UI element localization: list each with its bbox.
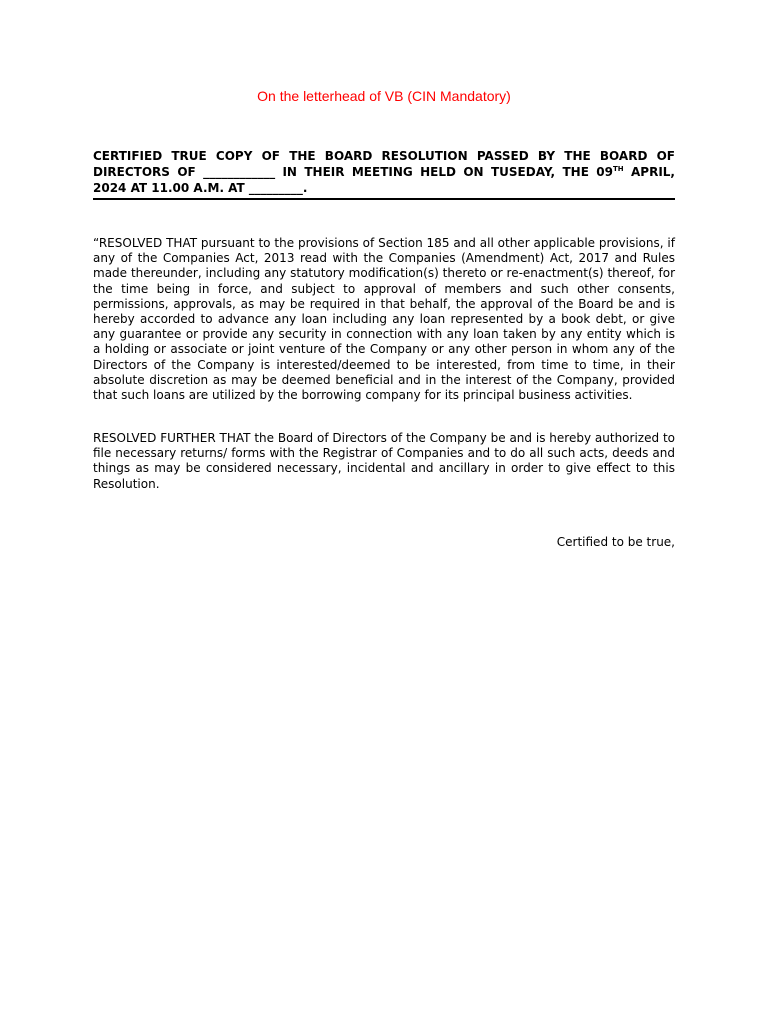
- heading-text-continued: APRIL, 2024 AT 11.00 A.M. AT _________.: [93, 165, 675, 195]
- heading-text: CERTIFIED TRUE COPY OF THE BOARD RESOLUTION PASSED BY THE BOARD OF DIRECTORS OF ____________ IN THEIR MEETING HELD ON TUSEDAY, THE 09: [93, 149, 675, 179]
- heading-ordinal-suffix: TH: [612, 165, 624, 173]
- certification-signoff: Certified to be true,: [556, 535, 675, 549]
- letterhead-note: On the letterhead of VB (CIN Mandatory): [257, 88, 511, 104]
- resolution-further-paragraph: RESOLVED FURTHER THAT the Board of Directors of the Company be and is hereby authorized to file necessary returns/ forms with the Registrar of Companies and to do all such acts, deeds and things as may be considered necessary, incidental and ancillary in order to give effect to this Resolution.: [93, 431, 675, 491]
- resolution-heading: [93, 148, 675, 200]
- resolution-paragraph: “RESOLVED THAT pursuant to the provisions of Section 185 and all other applicable provisions, if any of the Companies Act, 2013 read with the Companies (Amendment) Act, 2017 and Rules made thereunder, including any statutory modification(s) thereto or re-enactment(s) thereof, for the time being in force, and subject to approval of members and such other consents, permissions, approvals, as may be required in that behalf, the approval of the Board be and is hereby accorded to advance any loan including any loan represented by a book debt, or give any guarantee or provide any security in connection with any loan taken by any entity which is a holding or associate or joint venture of the Company or any other person in whom any of the Directors of the Company is interested/deemed to be interested, from time to time, in their absolute discretion as may be deemed beneficial and in the interest of the Company, provided that such loans are utilized by the borrowing company for its principal business activities.: [93, 236, 675, 403]
